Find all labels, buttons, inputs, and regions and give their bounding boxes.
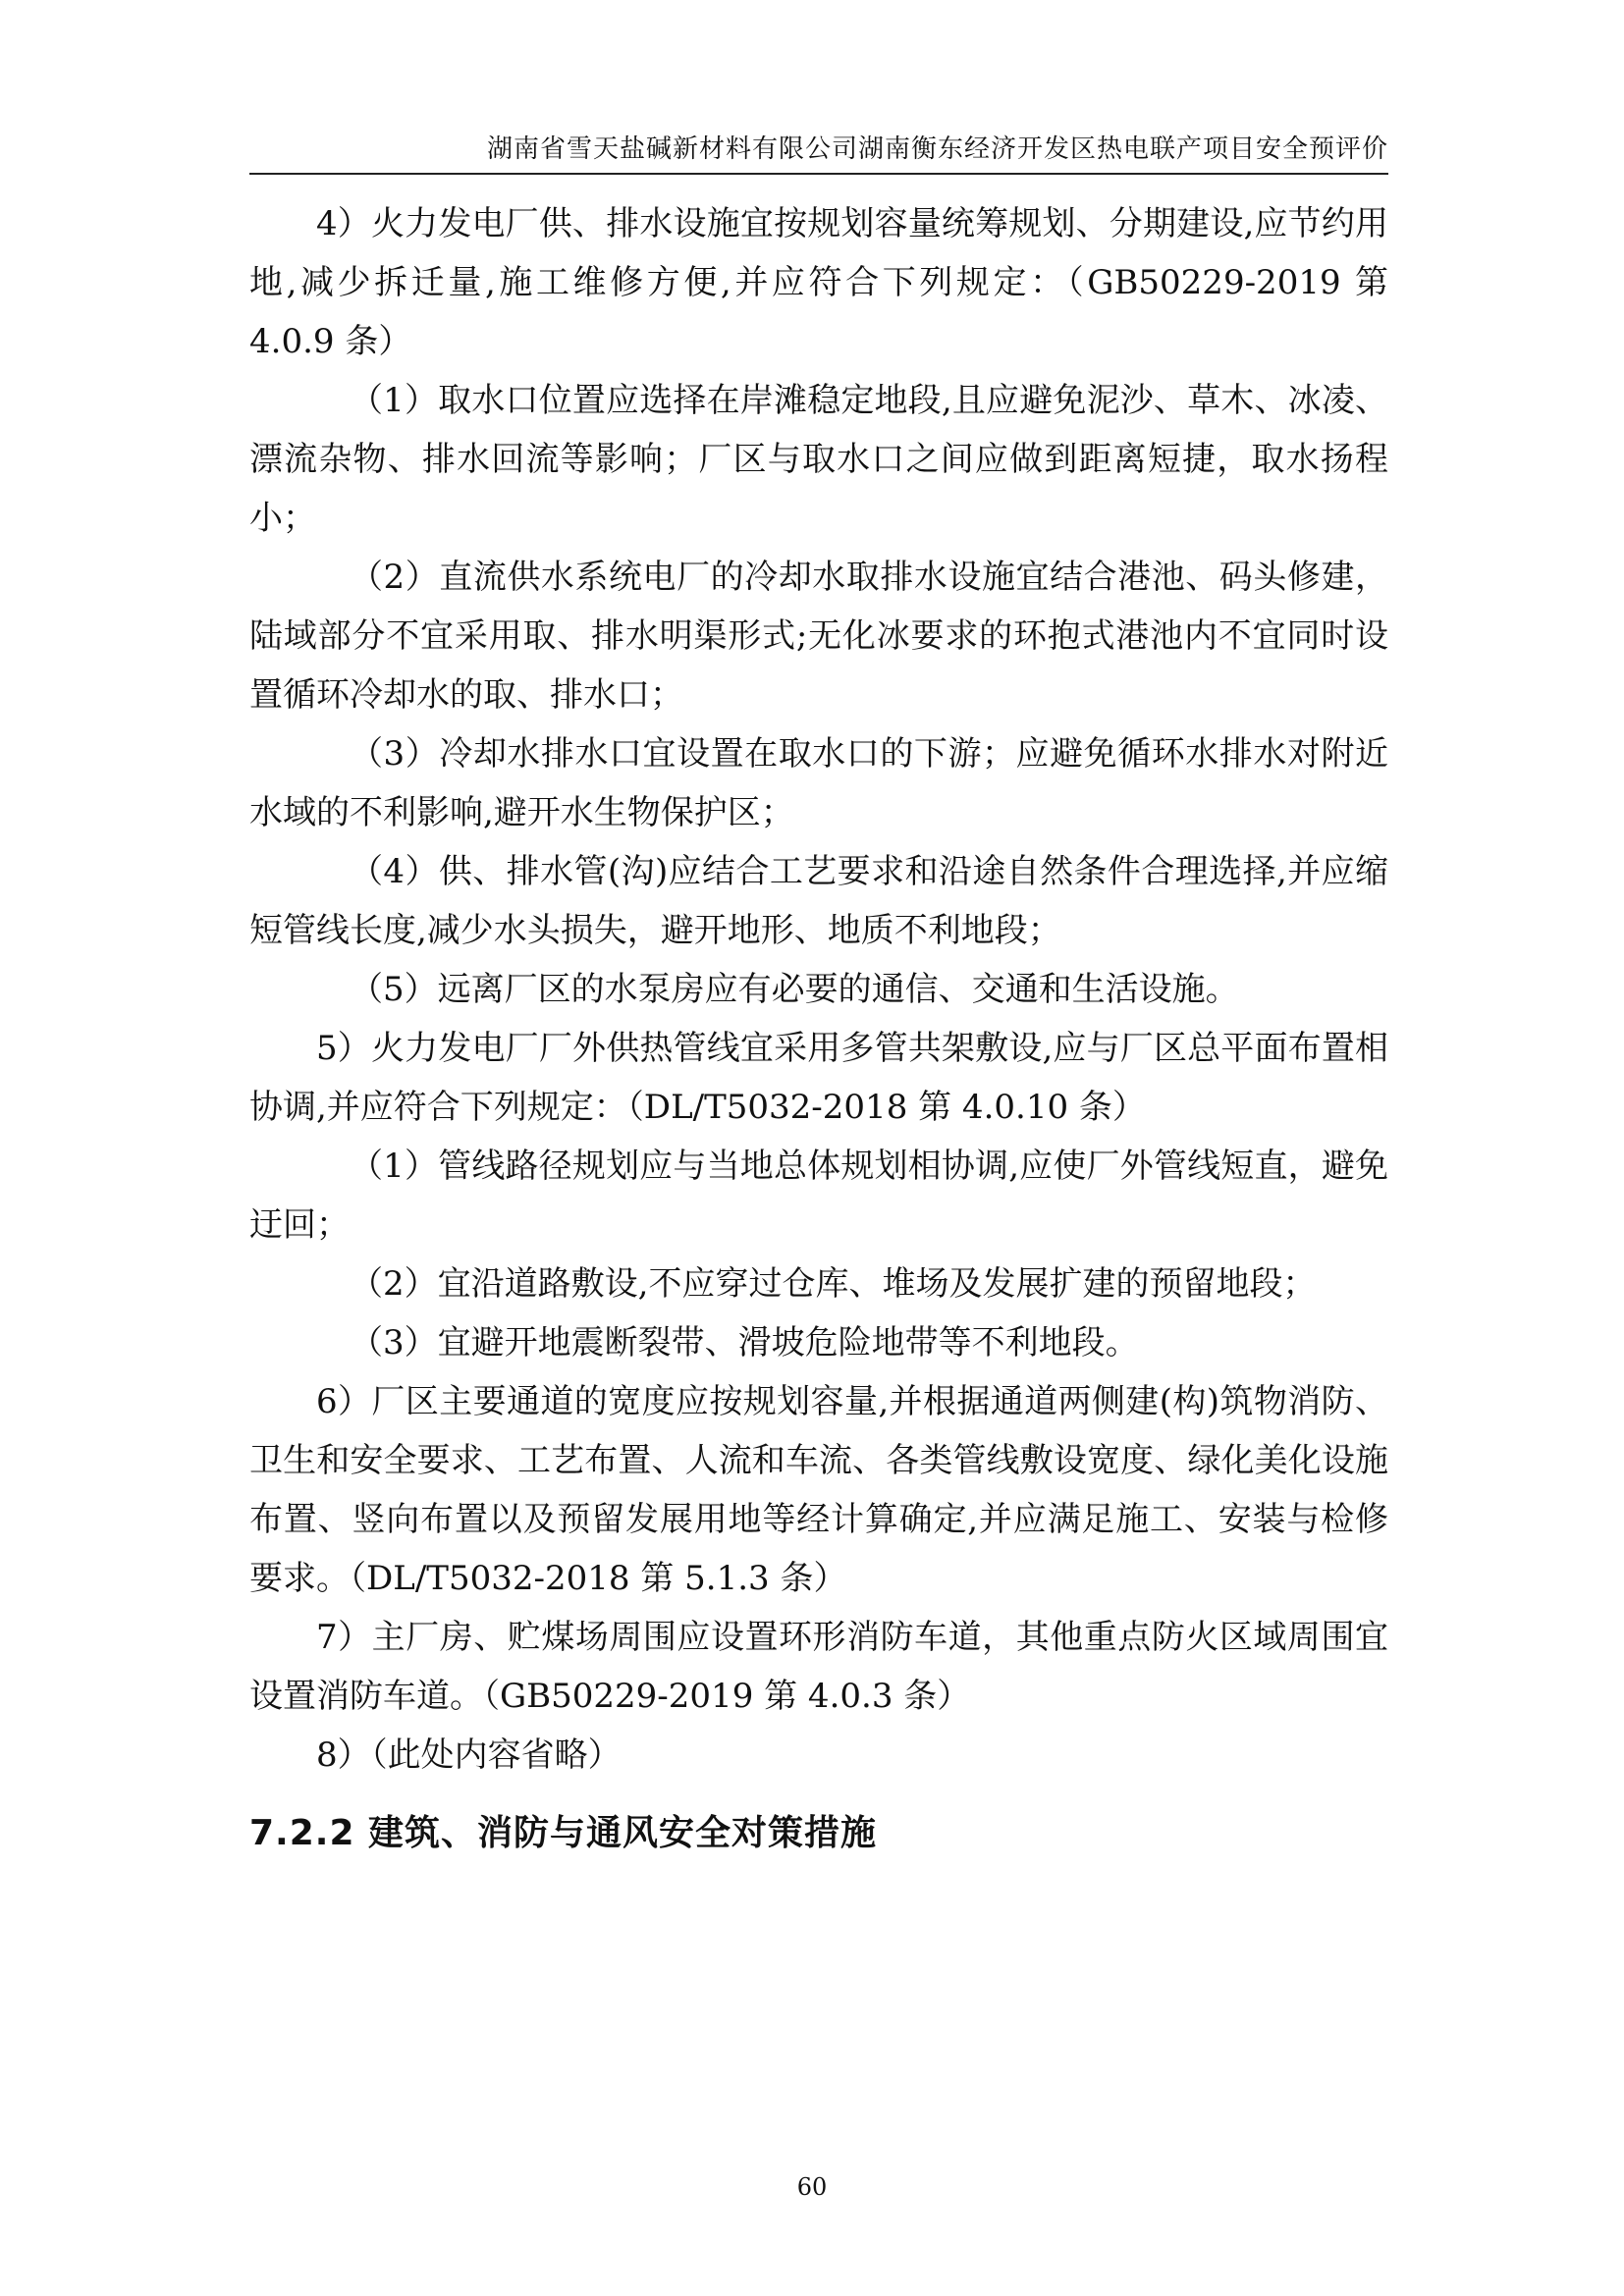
- paragraph-subitem-5: （5）远离厂区的水泵房应有必要的通信、交通和生活设施。: [350, 970, 1239, 1009]
- paragraph-subitem-2: （2）直流供水系统电厂的冷却水取排水设施宜结合港池、码头修建，陆域部分不宜采用取、排水明渠形式;无化冰要求的环抱式港池内不宜同时设置循环冷却水的取、排水口；: [249, 558, 1388, 715]
- paragraph-item-7: 7）主厂房、贮煤场周围应设置环形消防车道，其他重点防火区域周围宜设置消防车道。（GB50229-2019 第 4.0.3 条）: [249, 1618, 1388, 1716]
- header-divider: [249, 173, 1388, 175]
- paragraph-item-4: 4）火力发电厂供、排水设施宜按规划容量统筹规划、分期建设,应节约用地,减少拆迁量,施工维修方便,并应符合下列规定：（GB50229-2019 第 4.0.9 条）: [249, 204, 1388, 361]
- paragraph-item-8: 8）（此处内容省略）: [316, 1735, 622, 1775]
- paragraph-subitem-3: （3）冷却水排水口宜设置在取水口的下游；应避免循环水排水对附近水域的不利影响,避开水生物保护区；: [249, 734, 1388, 832]
- paragraph-subitem-5-1: （1）管线路径规划应与当地总体规划相协调,应使厂外管线短直，避免迂回；: [249, 1147, 1388, 1245]
- paragraph-item-6: 6）厂区主要通道的宽度应按规划容量,并根据通道两侧建(构)筑物消防、卫生和安全要求、工艺布置、人流和车流、各类管线敷设宽度、绿化美化设施布置、竖向布置以及预留发展用地等经计算确定,并应满足施工、安装与检修要求。（DL/T5032-2018 第 5.1.3 条）: [249, 1382, 1388, 1598]
- page-number: 60: [796, 2173, 828, 2201]
- document-body: [249, 194, 1388, 1865]
- paragraph-subitem-4: （4）供、排水管(沟)应结合工艺要求和沿途自然条件合理选择,并应缩短管线长度,减少水头损失，避开地形、地质不利地段；: [249, 852, 1388, 950]
- page-header: 湖南省雪天盐碱新材料有限公司湖南衡东经济开发区热电联产项目安全预评价: [486, 134, 1388, 164]
- paragraph-item-5: 5）火力发电厂厂外供热管线宜采用多管共架敷设,应与厂区总平面布置相协调,并应符合下列规定：（DL/T5032-2018 第 4.0.10 条）: [249, 1029, 1388, 1127]
- paragraph-subitem-5-2: （2）宜沿道路敷设,不应穿过仓库、堆场及发展扩建的预留地段；: [350, 1264, 1317, 1304]
- section-heading: 7.2.2 建筑、消防与通风安全对策措施: [249, 1813, 878, 1853]
- paragraph-subitem-5-3: （3）宜避开地震断裂带、滑坡危险地带等不利地段。: [350, 1323, 1139, 1362]
- paragraph-subitem-1: （1）取水口位置应选择在岸滩稳定地段,且应避免泥沙、草木、冰凌、漂流杂物、排水回流等影响；厂区与取水口之间应做到距离短捷，取水扬程小；: [249, 381, 1388, 538]
